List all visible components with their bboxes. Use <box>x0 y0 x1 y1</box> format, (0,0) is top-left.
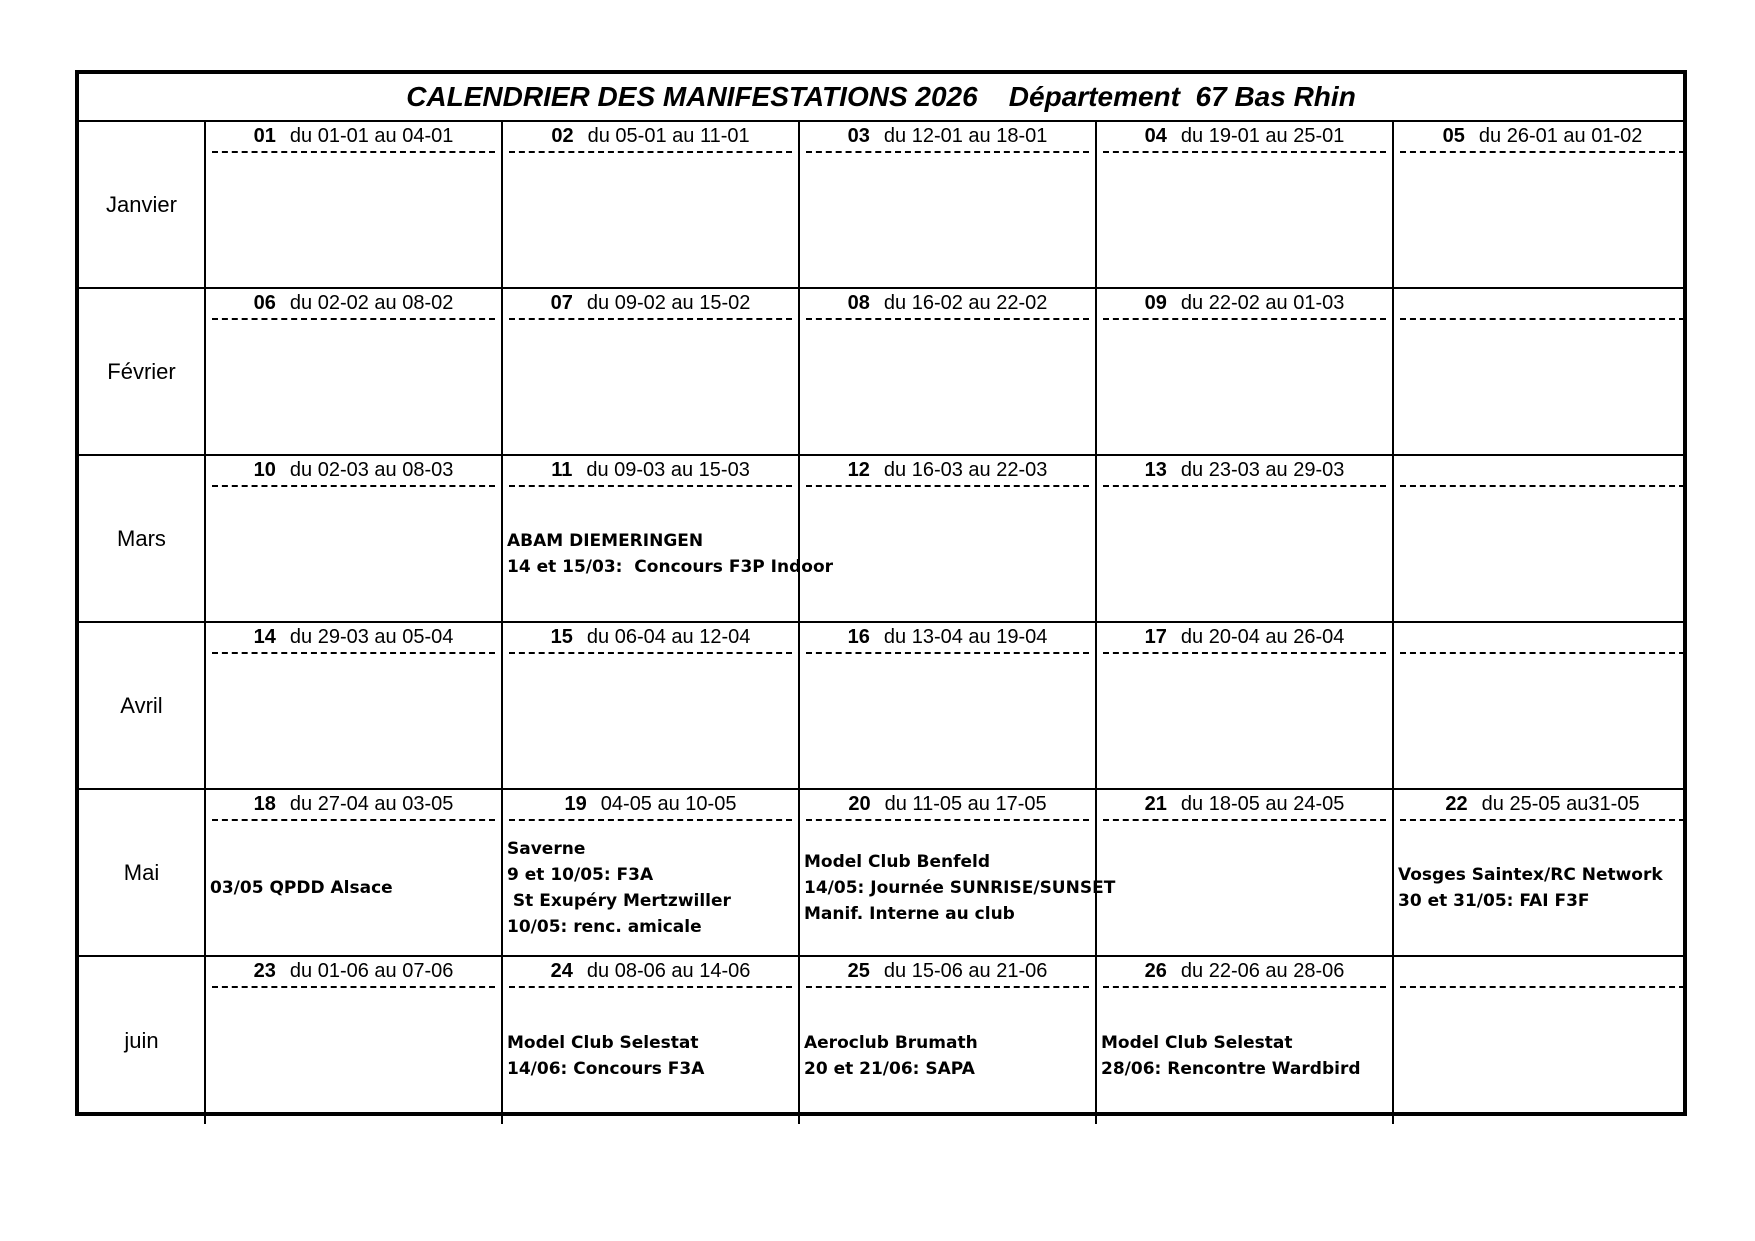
event-line: St Exupéry Mertzwiller <box>507 890 731 911</box>
week-header <box>1097 122 1392 152</box>
month-label: Mai <box>79 790 206 955</box>
week-number: 17 <box>1144 626 1167 648</box>
week-cell <box>1097 456 1394 621</box>
week-number: 12 <box>847 459 870 481</box>
event-line: 30 et 31/05: FAI F3F <box>1398 890 1590 911</box>
week-date-range: du 20-04 au 26-04 <box>1180 626 1345 648</box>
week-cell <box>1097 957 1394 1124</box>
week-events <box>804 319 1093 454</box>
week-number: 07 <box>550 292 573 314</box>
week-header <box>1394 122 1691 152</box>
week-number: 05 <box>1442 125 1465 147</box>
week-cell <box>1394 957 1691 1124</box>
week-date-range: du 02-03 au 08-03 <box>289 459 454 481</box>
week-cell <box>503 790 800 955</box>
week-header <box>1097 957 1392 987</box>
event-line: Model Club Selestat <box>1101 1032 1293 1053</box>
week-number: 01 <box>253 125 276 147</box>
week-header <box>503 289 798 319</box>
week-cell <box>1394 456 1691 621</box>
week-cell <box>1097 289 1394 454</box>
week-events <box>1398 486 1689 621</box>
week-number: 09 <box>1144 292 1167 314</box>
event-line: 28/06: Rencontre Wardbird <box>1101 1058 1361 1079</box>
week-events <box>507 152 796 287</box>
week-events <box>210 486 499 621</box>
week-cell <box>800 623 1097 788</box>
week-cell <box>800 122 1097 287</box>
week-number: 24 <box>550 960 573 982</box>
week-header <box>503 122 798 152</box>
event-line: Manif. Interne au club <box>804 903 1015 924</box>
week-number: 08 <box>847 292 870 314</box>
week-date-range: du 25-05 au31-05 <box>1481 793 1640 815</box>
event-line: 03/05 QPDD Alsace <box>210 877 393 898</box>
week-date-range: du 22-02 au 01-03 <box>1180 292 1345 314</box>
week-date-range: du 11-05 au 17-05 <box>884 793 1047 815</box>
week-date-range: du 08-06 au 14-06 <box>586 960 751 982</box>
week-number: 21 <box>1144 793 1167 815</box>
event-line: Vosges Saintex/RC Network <box>1398 864 1663 885</box>
week-events <box>507 319 796 454</box>
week-number: 15 <box>550 626 573 648</box>
event-line: 14/06: Concours F3A <box>507 1058 705 1079</box>
week-events <box>507 486 834 621</box>
week-header <box>206 289 501 319</box>
week-number: 23 <box>253 960 276 982</box>
month-row <box>79 122 1683 289</box>
week-events <box>507 653 796 788</box>
week-number: 03 <box>847 125 870 147</box>
month-label: Février <box>79 289 206 454</box>
week-events <box>1398 820 1689 955</box>
week-cell <box>503 456 834 621</box>
week-number: 18 <box>253 793 276 815</box>
week-number: 11 <box>551 459 573 481</box>
week-cell <box>206 957 503 1124</box>
week-events <box>1398 319 1689 454</box>
week-date-range: du 05-01 au 11-01 <box>587 125 750 147</box>
week-date-range: du 16-02 au 22-02 <box>883 292 1048 314</box>
week-date-range: du 09-02 au 15-02 <box>586 292 751 314</box>
week-cell <box>800 456 1097 621</box>
week-events <box>1398 152 1689 287</box>
event-line: Saverne <box>507 838 586 859</box>
week-header <box>503 456 798 486</box>
week-number: 04 <box>1144 125 1167 147</box>
week-header <box>1394 790 1691 820</box>
month-label: Avril <box>79 623 206 788</box>
week-header <box>503 957 798 987</box>
month-row <box>79 790 1683 957</box>
event-line: 9 et 10/05: F3A <box>507 864 654 885</box>
week-cell <box>1097 623 1394 788</box>
week-header <box>800 289 1095 319</box>
week-date-range: du 01-01 au 04-01 <box>289 125 454 147</box>
week-date-range: du 16-03 au 22-03 <box>883 459 1048 481</box>
event-line: 14/05: Journée SUNRISE/SUNSET <box>804 877 1116 898</box>
week-date-range: du 18-05 au 24-05 <box>1180 793 1345 815</box>
week-date-range: du 27-04 au 03-05 <box>289 793 454 815</box>
week-events <box>1101 820 1390 955</box>
week-events <box>1101 987 1390 1124</box>
week-header <box>800 623 1095 653</box>
week-number: 19 <box>564 793 587 815</box>
week-cell <box>503 957 800 1124</box>
week-events <box>804 653 1093 788</box>
event-line: Model Club Benfeld <box>804 851 991 872</box>
week-cell <box>800 957 1097 1124</box>
week-number: 20 <box>848 793 871 815</box>
event-line: 14 et 15/03: Concours F3P Indoor <box>507 556 834 577</box>
week-number: 25 <box>847 960 870 982</box>
week-events <box>210 319 499 454</box>
week-number: 13 <box>1144 459 1167 481</box>
week-date-range: du 15-06 au 21-06 <box>883 960 1048 982</box>
calendar-title: CALENDRIER DES MANIFESTATIONS 2026 Département 67 Bas Rhin <box>79 74 1683 122</box>
week-cell <box>503 122 800 287</box>
week-header <box>800 957 1095 987</box>
week-number: 16 <box>847 626 870 648</box>
week-header <box>206 623 501 653</box>
week-header <box>503 623 798 653</box>
week-date-range: du 06-04 au 12-04 <box>586 626 751 648</box>
week-number: 26 <box>1144 960 1167 982</box>
week-header <box>800 456 1095 486</box>
month-row <box>79 456 1683 623</box>
week-header <box>1097 289 1392 319</box>
week-number: 14 <box>253 626 276 648</box>
week-cell <box>1097 122 1394 287</box>
week-cell <box>206 456 503 621</box>
month-row <box>79 289 1683 456</box>
calendar-table <box>75 70 1687 1116</box>
week-cell <box>503 623 800 788</box>
event-line: Aeroclub Brumath <box>804 1032 978 1053</box>
week-events <box>1101 653 1390 788</box>
week-cell <box>1097 790 1394 955</box>
month-label: juin <box>79 957 206 1124</box>
week-header <box>206 790 501 820</box>
week-cell <box>206 289 503 454</box>
week-cell <box>800 790 1116 955</box>
week-events <box>507 987 796 1124</box>
month-label: Janvier <box>79 122 206 287</box>
week-number: 02 <box>551 125 574 147</box>
event-line: 10/05: renc. amicale <box>507 916 702 937</box>
week-header <box>503 790 798 820</box>
week-date-range: du 09-03 au 15-03 <box>586 459 750 481</box>
week-date-range: du 23-03 au 29-03 <box>1180 459 1345 481</box>
week-events <box>210 987 499 1124</box>
week-cell <box>800 289 1097 454</box>
event-line: Model Club Selestat <box>507 1032 699 1053</box>
week-number: 06 <box>253 292 276 314</box>
week-date-range: du 22-06 au 28-06 <box>1180 960 1345 982</box>
week-header <box>1097 623 1392 653</box>
week-events <box>210 152 499 287</box>
week-number: 22 <box>1445 793 1468 815</box>
week-events <box>804 152 1093 287</box>
week-events <box>210 820 499 955</box>
month-label: Mars <box>79 456 206 621</box>
week-cell <box>503 289 800 454</box>
week-events <box>1101 486 1390 621</box>
week-header <box>1097 456 1392 486</box>
week-header <box>1394 957 1691 987</box>
event-line: ABAM DIEMERINGEN <box>507 530 704 551</box>
week-events <box>804 820 1116 955</box>
week-header <box>206 456 501 486</box>
week-cell <box>1394 122 1691 287</box>
month-row <box>79 623 1683 790</box>
week-cell <box>206 122 503 287</box>
week-date-range: du 12-01 au 18-01 <box>883 125 1048 147</box>
week-header <box>1394 456 1691 486</box>
week-header <box>206 122 501 152</box>
week-date-range: du 26-01 au 01-02 <box>1478 125 1643 147</box>
week-events <box>507 820 796 955</box>
week-header <box>800 790 1095 820</box>
week-events <box>804 987 1093 1124</box>
week-cell <box>1394 623 1691 788</box>
week-date-range: du 19-01 au 25-01 <box>1180 125 1345 147</box>
week-date-range: du 01-06 au 07-06 <box>289 960 454 982</box>
week-cell <box>206 623 503 788</box>
week-events <box>1398 987 1689 1124</box>
week-header <box>1394 623 1691 653</box>
week-date-range: du 13-04 au 19-04 <box>883 626 1048 648</box>
week-header <box>1097 790 1392 820</box>
week-header <box>206 957 501 987</box>
week-date-range: du 29-03 au 05-04 <box>289 626 454 648</box>
week-header <box>1394 289 1691 319</box>
week-cell <box>1394 790 1691 955</box>
week-events <box>1101 319 1390 454</box>
week-date-range: du 02-02 au 08-02 <box>289 292 454 314</box>
week-header <box>800 122 1095 152</box>
month-row <box>79 957 1683 1124</box>
week-date-range: 04-05 au 10-05 <box>600 793 737 815</box>
week-events <box>1101 152 1390 287</box>
week-events <box>804 486 1093 621</box>
event-line: 20 et 21/06: SAPA <box>804 1058 975 1079</box>
week-cell <box>1394 289 1691 454</box>
week-events <box>210 653 499 788</box>
week-cell <box>206 790 503 955</box>
week-number: 10 <box>253 459 276 481</box>
week-events <box>1398 653 1689 788</box>
